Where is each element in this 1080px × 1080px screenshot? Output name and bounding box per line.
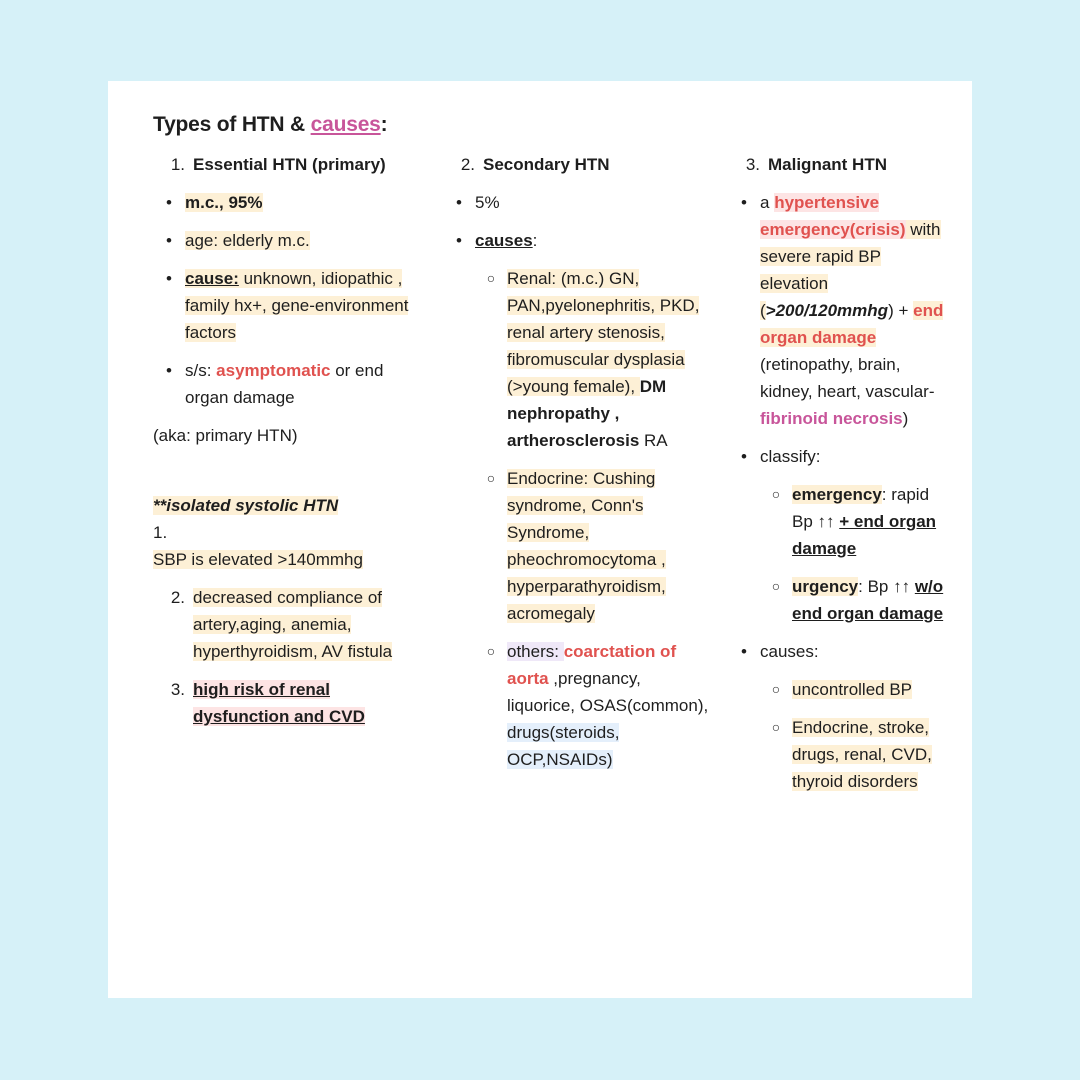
column-essential-htn: [153, 151, 413, 741]
page-title: Types of HTN & causes:: [153, 113, 388, 136]
list-item: • causes:: [741, 642, 819, 661]
isolated-systolic-title: **isolated systolic HTN: [153, 496, 339, 515]
section-header: 2. Secondary HTN: [460, 155, 610, 174]
iso-item-1-num: 1.: [153, 523, 168, 542]
list-item-urgency: ○ urgency: Bp ↑↑ w/o end organ damage: [771, 577, 944, 623]
list-item: • causes:: [456, 231, 538, 250]
list-item-emergency: ○ emergency: rapid Bp ↑↑ + end organ damage: [771, 485, 937, 558]
list-item: • 5%: [456, 193, 500, 212]
list-item-uncontrolled: ○ uncontrolled BP: [771, 680, 913, 699]
section-header: 3. Malignant HTN: [745, 155, 887, 174]
note-card: [108, 81, 972, 998]
iso-item-3: 3. high risk of renal dysfunction and CVD: [170, 680, 365, 726]
list-item-endocrine-causes: ○ Endocrine, stroke, drugs, renal, CVD, thyroid disorders: [771, 718, 932, 791]
column-malignant-htn: [728, 151, 948, 806]
list-item: • age: elderly m.c.: [166, 231, 310, 250]
list-item: • a hypertensive emergency(crisis) with severe rapid BP elevation (>200/120mmhg) + end organ damage (retinopathy, brain, kidney, heart, vascular-fibrinoid necrosis): [741, 193, 944, 428]
list-item-others: ○ others: coarctation of aorta ,pregnancy, liquorice, OSAS(common), drugs(steroids, OCP,NSAIDs): [486, 642, 709, 769]
list-item-renal: ○ Renal: (m.c.) GN, PAN,pyelonephritis, PKD, renal artery stenosis, fibromuscular dysplasia (>young female), DM nephropathy , artherosclerosis RA: [486, 269, 700, 450]
list-item: • cause: unknown, idiopathic , family hx+, gene-environment factors: [166, 269, 409, 342]
list-item-endocrine: ○ Endocrine: Cushing syndrome, Conn's Syndrome, pheochromocytoma , hyperparathyroidism, acromegaly: [486, 469, 666, 623]
section-header: 1. Essential HTN (primary): [170, 155, 386, 174]
list-item: • classify:: [741, 447, 821, 466]
list-item: • m.c., 95%: [166, 193, 263, 212]
iso-item-2: 2. decreased compliance of artery,aging, anemia, hyperthyroidism, AV fistula: [170, 588, 393, 661]
aka-text: (aka: primary HTN): [153, 426, 298, 445]
list-item: • s/s: asymptomatic or end organ damage: [166, 361, 384, 407]
iso-item-1: SBP is elevated >140mmhg: [153, 550, 363, 569]
column-secondary-htn: [443, 151, 713, 784]
